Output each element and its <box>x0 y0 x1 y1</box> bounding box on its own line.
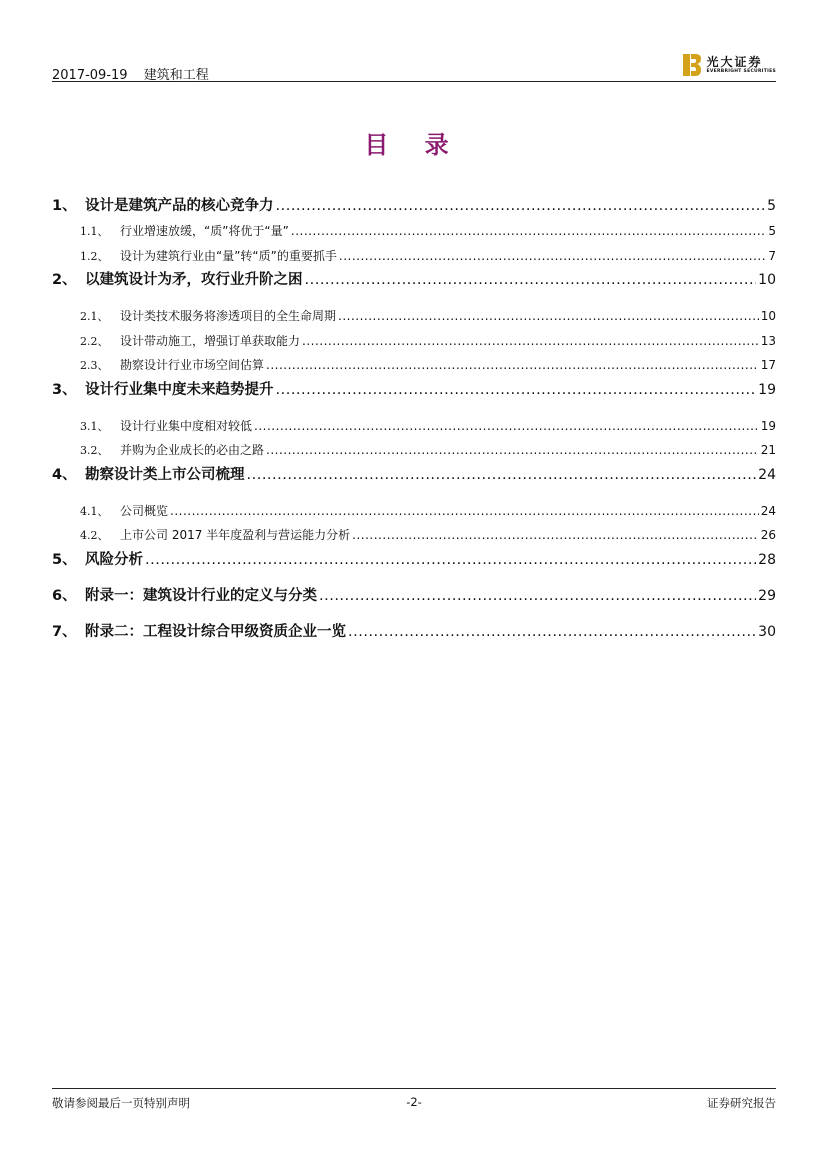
toc-entry-3[interactable] <box>52 378 776 414</box>
page-number: -2- <box>406 1095 422 1109</box>
toc-text: 公司概览 <box>120 503 169 518</box>
toc-text: 设计是建筑产品的核心竞争力 <box>85 198 274 214</box>
brand-name-en: EVERBRIGHT SECURITIES <box>706 68 776 74</box>
brand-logo-icon <box>683 54 701 76</box>
toc-leader <box>319 584 756 609</box>
toc-leader <box>305 268 757 293</box>
toc-number: 4.1、 <box>80 504 109 518</box>
toc-number: 2.3、 <box>80 359 109 372</box>
toc-number: 3.2、 <box>80 444 109 457</box>
toc-page: 7 <box>768 248 776 263</box>
toc-entry-4-1[interactable] <box>52 499 776 524</box>
brand-logo <box>683 52 776 78</box>
toc-page: 24 <box>758 466 776 483</box>
toc-text: 并购为企业成长的必由之路 <box>120 443 265 457</box>
report-sector: 建筑和工程 <box>143 68 209 83</box>
toc-entry-1[interactable] <box>52 194 776 219</box>
toc-text: 风险分析 <box>85 551 143 568</box>
toc-leader <box>266 353 759 377</box>
toc-text: 设计为建筑行业由“量”转“质”的重要抓手 <box>120 248 337 263</box>
toc-text: 行业增速放缓，“质”将优于“量” <box>120 224 289 238</box>
toc-entry-6[interactable] <box>52 584 776 620</box>
toc-number: 7、 <box>52 623 77 640</box>
table-of-contents <box>52 194 776 656</box>
toc-leader <box>145 548 756 573</box>
report-date: 2017-09-19 <box>52 68 128 83</box>
toc-leader <box>352 523 759 547</box>
toc-page: 30 <box>758 623 776 640</box>
toc-number: 1.2、 <box>80 249 109 263</box>
page-header <box>52 52 776 82</box>
toc-page: 5 <box>768 224 776 238</box>
toc-text: 勘察设计行业市场空间估算 <box>120 358 265 372</box>
toc-entry-2[interactable] <box>52 268 776 304</box>
toc-page: 21 <box>760 443 776 457</box>
toc-text: 上市公司 2017 半年度盈利与营运能力分析 <box>120 528 351 542</box>
toc-page: 19 <box>760 418 776 433</box>
toc-leader <box>302 329 759 353</box>
report-type: 证券研究报告 <box>707 1096 776 1110</box>
toc-page: 17 <box>760 358 776 372</box>
toc-entry-4[interactable] <box>52 463 776 499</box>
toc-leader <box>338 304 759 328</box>
toc-number: 1.1、 <box>80 225 109 238</box>
toc-text: 设计带动施工，增强订单获取能力 <box>120 333 301 348</box>
toc-page: 26 <box>760 528 776 542</box>
toc-leader <box>276 194 766 219</box>
toc-page: 24 <box>760 503 776 518</box>
brand-name-cn: 光大证券 <box>706 54 763 69</box>
toc-text: 勘察设计类上市公司梳理 <box>85 466 245 483</box>
toc-entry-3-1[interactable] <box>52 414 776 439</box>
toc-number: 3.1、 <box>80 419 109 433</box>
header-divider <box>52 81 776 82</box>
toc-text: 设计行业集中度相对较低 <box>120 418 253 433</box>
toc-leader <box>348 620 756 645</box>
toc-number: 2、 <box>52 272 77 288</box>
footer-divider <box>52 1088 776 1089</box>
toc-entry-2-3[interactable] <box>52 353 776 378</box>
toc-entry-4-2[interactable] <box>52 523 776 548</box>
toc-leader <box>291 219 766 243</box>
toc-text: 设计类技术服务将渗透项目的全生命周期 <box>120 309 337 323</box>
toc-leader <box>254 414 759 438</box>
toc-entry-2-1[interactable] <box>52 304 776 329</box>
disclaimer-note: 敬请参阅最后一页特别声明 <box>52 1096 190 1110</box>
toc-entry-3-2[interactable] <box>52 438 776 463</box>
toc-text: 附录二：工程设计综合甲级资质企业一览 <box>85 623 346 640</box>
toc-entry-7[interactable] <box>52 620 776 656</box>
toc-page: 13 <box>760 333 776 348</box>
toc-leader <box>276 378 757 403</box>
toc-leader <box>170 499 759 523</box>
toc-entry-1-1[interactable] <box>52 219 776 244</box>
toc-entry-5[interactable] <box>52 548 776 584</box>
toc-page: 28 <box>758 551 776 568</box>
toc-number: 4、 <box>52 466 77 483</box>
toc-entry-1-2[interactable] <box>52 244 776 269</box>
toc-number: 3、 <box>52 381 77 398</box>
toc-number: 6、 <box>52 587 77 604</box>
toc-number: 1、 <box>52 198 77 214</box>
toc-leader <box>339 244 766 268</box>
toc-page: 10 <box>760 309 776 323</box>
toc-page: 29 <box>758 587 776 604</box>
toc-page: 5 <box>767 198 776 214</box>
toc-entry-2-2[interactable] <box>52 329 776 354</box>
toc-page: 10 <box>758 272 776 288</box>
toc-number: 4.2、 <box>80 529 109 542</box>
toc-number: 5、 <box>52 551 77 568</box>
toc-number: 2.1、 <box>80 310 109 323</box>
toc-leader <box>266 438 759 462</box>
toc-title: 目 录 <box>364 131 463 159</box>
toc-text: 设计行业集中度未来趋势提升 <box>85 381 274 398</box>
toc-page: 19 <box>758 381 776 398</box>
toc-text: 以建筑设计为矛，攻行业升阶之困 <box>85 272 303 288</box>
toc-text: 附录一：建筑设计行业的定义与分类 <box>85 587 317 604</box>
toc-leader <box>247 463 757 488</box>
toc-number: 2.2、 <box>80 334 109 348</box>
